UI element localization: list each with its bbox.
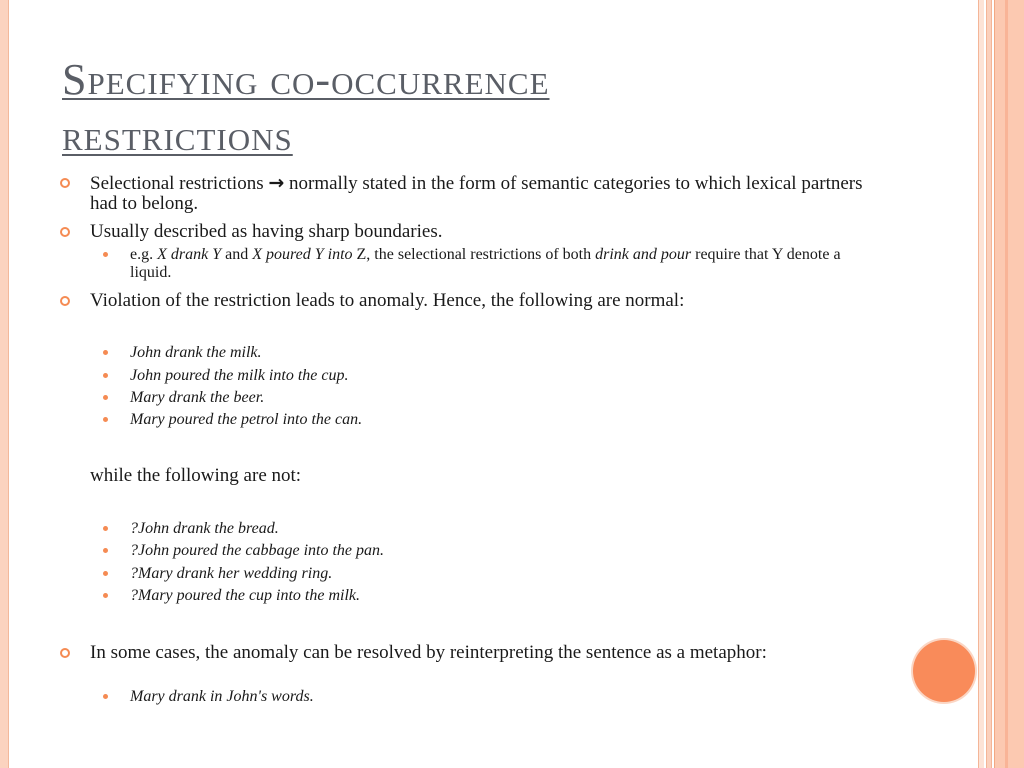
bullet-sharp-boundaries: Usually described as having sharp boundaries.: [90, 222, 890, 242]
title-line-1: Specifying co-occurrence: [62, 55, 550, 104]
title-line-2: restrictions: [62, 111, 293, 160]
list-item: ?Mary drank her wedding ring.: [130, 565, 860, 583]
list-item: Mary drank in John's words.: [130, 688, 860, 706]
bullet-metaphor: In some cases, the anomaly can be resolved by reinterpreting the sentence as a metaphor:: [90, 643, 890, 663]
arrow-right-icon: →: [268, 172, 285, 194]
bullet-selectional-restrictions: Selectional restrictions → normally stated in the form of semantic categories to which lexical partners had to belong.: [90, 173, 890, 214]
list-item: Mary drank the beer.: [130, 389, 860, 407]
list-item: Mary poured the petrol into the can.: [130, 411, 860, 429]
while-following-text: while the following are not:: [90, 465, 302, 486]
list-item: ?Mary poured the cup into the milk.: [130, 587, 860, 605]
list-item: John drank the milk.: [130, 344, 860, 362]
bullet-violation-anomaly: Violation of the restriction leads to anomaly. Hence, the following are normal:: [90, 291, 890, 311]
sub-bullet-example: e.g. X drank Y and X poured Y into Z, the selectional restrictions of both drink and pour require that Y denote a liquid.: [130, 246, 860, 282]
list-item: ?John poured the cabbage into the pan.: [130, 542, 860, 560]
list-item: John poured the milk into the cup.: [130, 367, 860, 385]
list-item: ?John drank the bread.: [130, 520, 860, 538]
